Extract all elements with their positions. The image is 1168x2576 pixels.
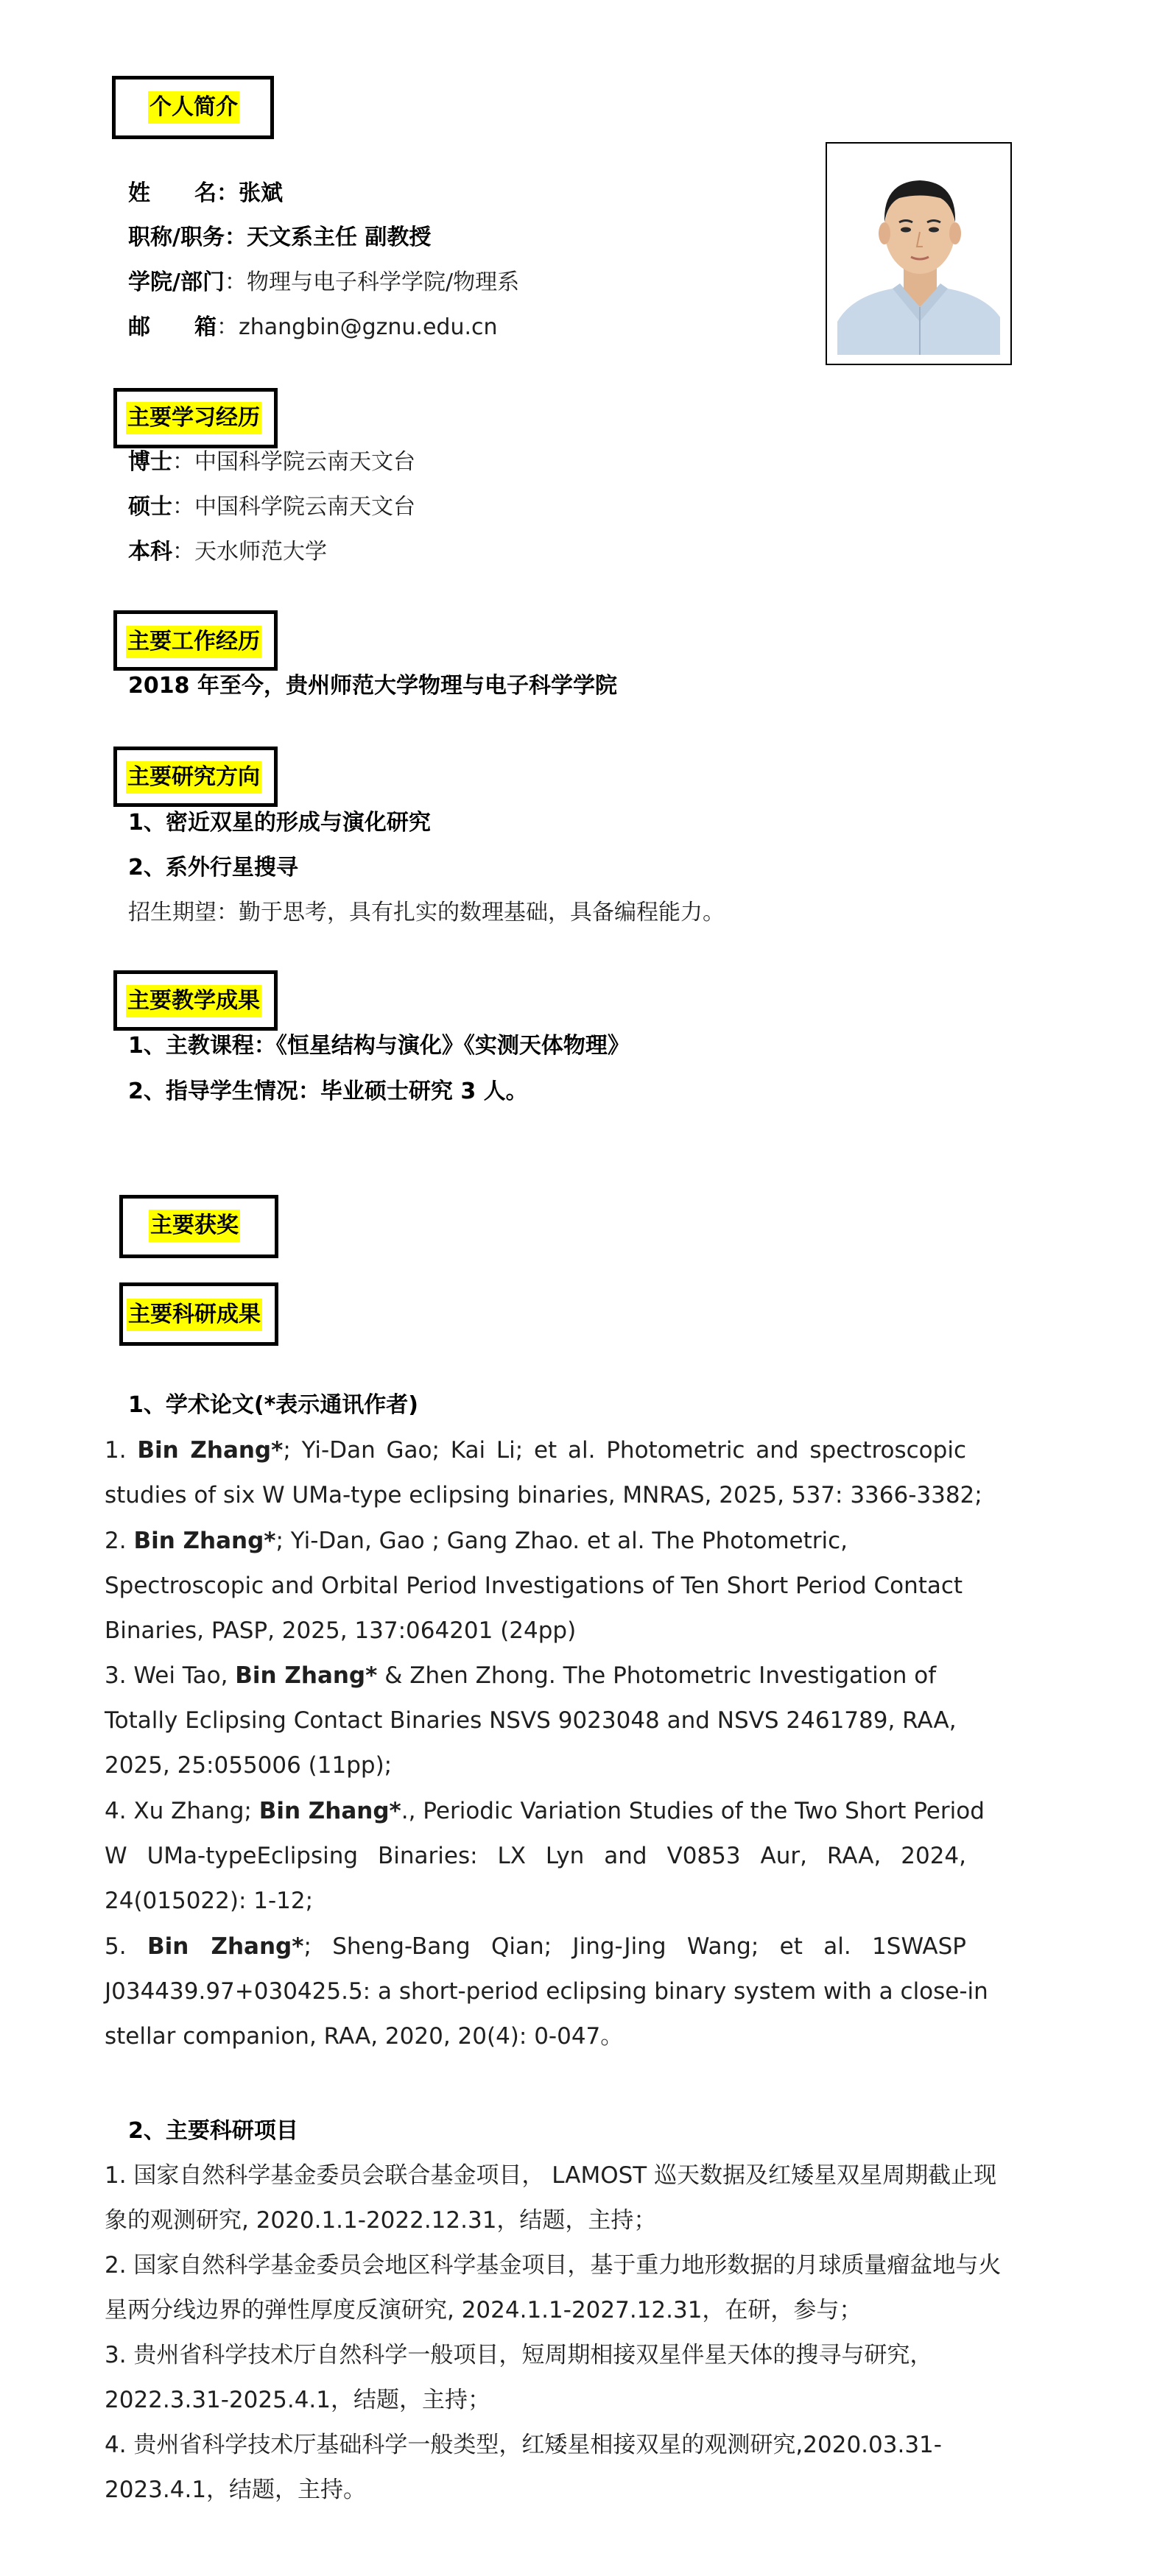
education-item <box>128 446 415 479</box>
dept-row <box>128 267 519 299</box>
research-section-title: 主要研究方向 <box>126 761 261 794</box>
achievements-section-title: 主要科研成果 <box>127 1299 262 1331</box>
teaching-section-title: 主要教学成果 <box>126 985 261 1017</box>
profile-photo <box>826 142 1012 365</box>
paper-entry: 3. Wei Tao, Bin Zhang* & Zhen Zhong. The Photometric Investigation of Totally Eclipsing Contact Binaries NSVS 9023048 and NSVS 2461789, RAA, 2025, 25:055006 (11pp); <box>105 1662 957 1779</box>
papers-heading: 1、学术论文(*表示通讯作者) <box>128 1392 418 1418</box>
education-item <box>128 491 415 523</box>
dept-label: 学院/部门 <box>128 269 225 295</box>
work-item: 2018 年至今，贵州师范大学物理与电子科学学院 <box>128 673 617 699</box>
name-label: 姓 名： <box>128 180 239 206</box>
project-entry: 3. 贵州省科学技术厅自然科学一般项目，短周期相接双星伴星天体的搜寻与研究， 2022.3.31-2025.4.1，结题，主持； <box>105 2342 933 2413</box>
project-entry: 1. 国家自然科学基金委员会联合基金项目， LAMOST 巡天数据及红矮星双星周期截止现 象的观测研究, 2020.1.1-2022.12.31，结题，主持； <box>105 2162 997 2234</box>
research-item: 2、系外行星搜寻 <box>128 855 298 881</box>
work-section-title: 主要工作经历 <box>126 626 261 658</box>
portrait-illustration <box>837 152 1000 355</box>
education-item <box>128 536 327 568</box>
project-entry: 2. 国家自然科学基金委员会地区科学基金项目，基于重力地形数据的月球质量瘤盆地与火 星两分线边界的弹性厚度反演研究, 2024.1.1-2027.12.31，在研，参与； <box>105 2252 1002 2323</box>
education-item-value: ：天水师范大学 <box>172 539 327 565</box>
education-item-label: 硕士 <box>128 494 172 520</box>
name-value: 张斌 <box>239 180 283 206</box>
paper-entry: 5. Bin Zhang*; Sheng-Bang Qian; Jing-Jing Wang; et al. 1SWASP J034439.97+030425.5: a short-period eclipsing binary system with a close-in stellar companion, RAA, 2020, 20(4): 0-047。 <box>105 1933 988 2050</box>
title-label: 职称/职务： <box>128 225 247 250</box>
dept-value: ：物理与电子科学学院/物理系 <box>224 269 520 295</box>
name-row <box>128 177 283 210</box>
education-item-label: 本科 <box>128 539 172 565</box>
awards-section-title: 主要获奖 <box>149 1210 240 1242</box>
title-row <box>128 222 431 254</box>
profile-section-title: 个人简介 <box>148 91 239 124</box>
paper-entry: 1. Bin Zhang*; Yi-Dan Gao; Kai Li; et al. Photometric and spectroscopic studies of six W UMa-type eclipsing binaries, MNRAS, 2025, 537: 3366-3382; <box>105 1437 982 1508</box>
title-value: 天文系主任 副教授 <box>246 225 432 250</box>
email-label: 邮 箱 <box>128 314 217 340</box>
education-item-label: 博士 <box>128 449 172 475</box>
email-row <box>128 311 498 344</box>
research-item: 1、密近双星的形成与演化研究 <box>128 810 431 836</box>
education-item-value: ：中国科学院云南天文台 <box>172 449 415 475</box>
project-entry: 4. 贵州省科学技术厅基础科学一般类型，红矮星相接双星的观测研究,2020.03.31- 2023.4.1，结题，主持。 <box>105 2432 942 2503</box>
education-section-title: 主要学习经历 <box>126 402 261 434</box>
email-value: ：zhangbin@gznu.edu.cn <box>217 314 498 340</box>
projects-heading: 2、主要科研项目 <box>128 2118 298 2144</box>
teaching-item: 1、主教课程：《恒星结构与演化》《实测天体物理》 <box>128 1033 630 1059</box>
portrait-image <box>837 152 1000 355</box>
paper-entry: 4. Xu Zhang; Bin Zhang*., Periodic Variation Studies of the Two Short Period W UMa-typeEclipsing Binaries: LX Lyn and V0853 Aur, RAA, 2024, 24(015022): 1-12; <box>105 1798 985 1914</box>
paper-entry: 2. Bin Zhang*; Yi-Dan, Gao ; Gang Zhao. et al. The Photometric, Spectroscopic and Orbital Period Investigations of Ten Short Period Contact Binaries, PASP, 2025, 137:064201 (24pp) <box>105 1528 963 1644</box>
research-note: 招生期望：勤于思考，具有扎实的数理基础，具备编程能力。 <box>128 900 725 925</box>
teaching-item: 2、指导学生情况：毕业硕士研究 3 人。 <box>128 1079 528 1104</box>
education-item-value: ：中国科学院云南天文台 <box>172 494 415 520</box>
